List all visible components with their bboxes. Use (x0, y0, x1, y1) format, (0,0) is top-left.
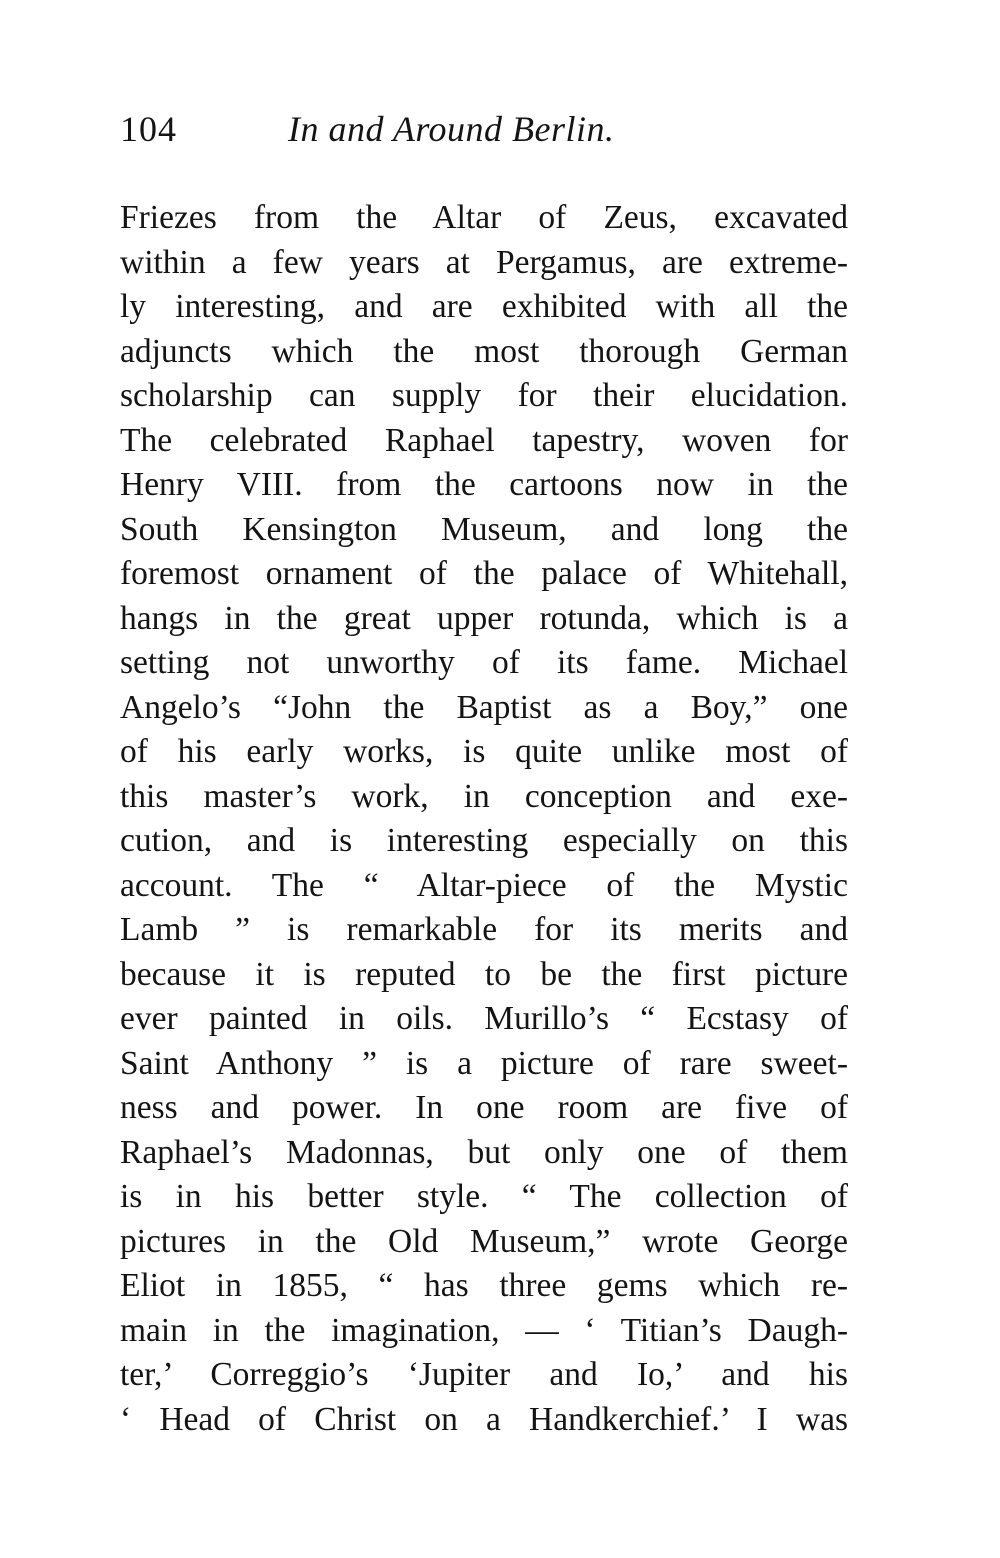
text-line: adjuncts which the most thorough German (120, 332, 848, 370)
text-line: Friezes from the Altar of Zeus, excavated (120, 199, 848, 236)
text-line: ly interesting, and are exhibited with all the (120, 288, 848, 325)
text-line: ever painted in oils. Murillo’s “ Ecstasy of (120, 1000, 848, 1037)
text-line: South Kensington Museum, and long the (120, 510, 848, 548)
text-line: of his early works, is quite unlike most of (120, 733, 848, 770)
running-head (120, 108, 850, 160)
text-line: main in the imagination, — ‘ Titian’s Daugh- (120, 1311, 848, 1349)
text-line: setting not unworthy of its fame. Michael (120, 644, 848, 681)
text-line: scholarship can supply for their elucidation. (120, 377, 848, 414)
text-line: pictures in the Old Museum,” wrote George (120, 1222, 848, 1260)
text-line: account. The “ Altar-piece of the Mystic (120, 866, 848, 904)
text-line: Raphael’s Madonnas, but only one of them (120, 1133, 848, 1171)
running-title: In and Around Berlin. (288, 109, 615, 149)
text-line: cution, and is interesting especially on this (120, 822, 848, 859)
body-text (120, 196, 848, 1442)
text-line: The celebrated Raphael tapestry, woven for (120, 421, 848, 459)
text-line: is in his better style. “ The collection of (120, 1178, 848, 1215)
text-line: this master’s work, in conception and exe- (120, 777, 848, 815)
text-line: foremost ornament of the palace of Whitehall, (120, 555, 848, 592)
text-line: Saint Anthony ” is a picture of rare sweet- (120, 1044, 848, 1082)
text-line: Eliot in 1855, “ has three gems which re- (120, 1267, 848, 1304)
text-line: Lamb ” is remarkable for its merits and (120, 911, 848, 948)
text-line: ter,’ Correggio’s ‘Jupiter and Io,’ and his (120, 1356, 848, 1393)
page-number: 104 (120, 109, 177, 149)
text-line: Angelo’s “John the Baptist as a Boy,” one (120, 688, 848, 726)
text-line: hangs in the great upper rotunda, which is a (120, 599, 848, 637)
text-line: ‘ Head of Christ on a Handkerchief.’ I was (120, 1400, 848, 1438)
text-line: ness and power. In one room are five of (120, 1089, 848, 1126)
text-line: within a few years at Pergamus, are extreme- (120, 243, 848, 281)
text-line: Henry VIII. from the cartoons now in the (120, 466, 848, 503)
text-line: because it is reputed to be the first picture (120, 955, 848, 993)
